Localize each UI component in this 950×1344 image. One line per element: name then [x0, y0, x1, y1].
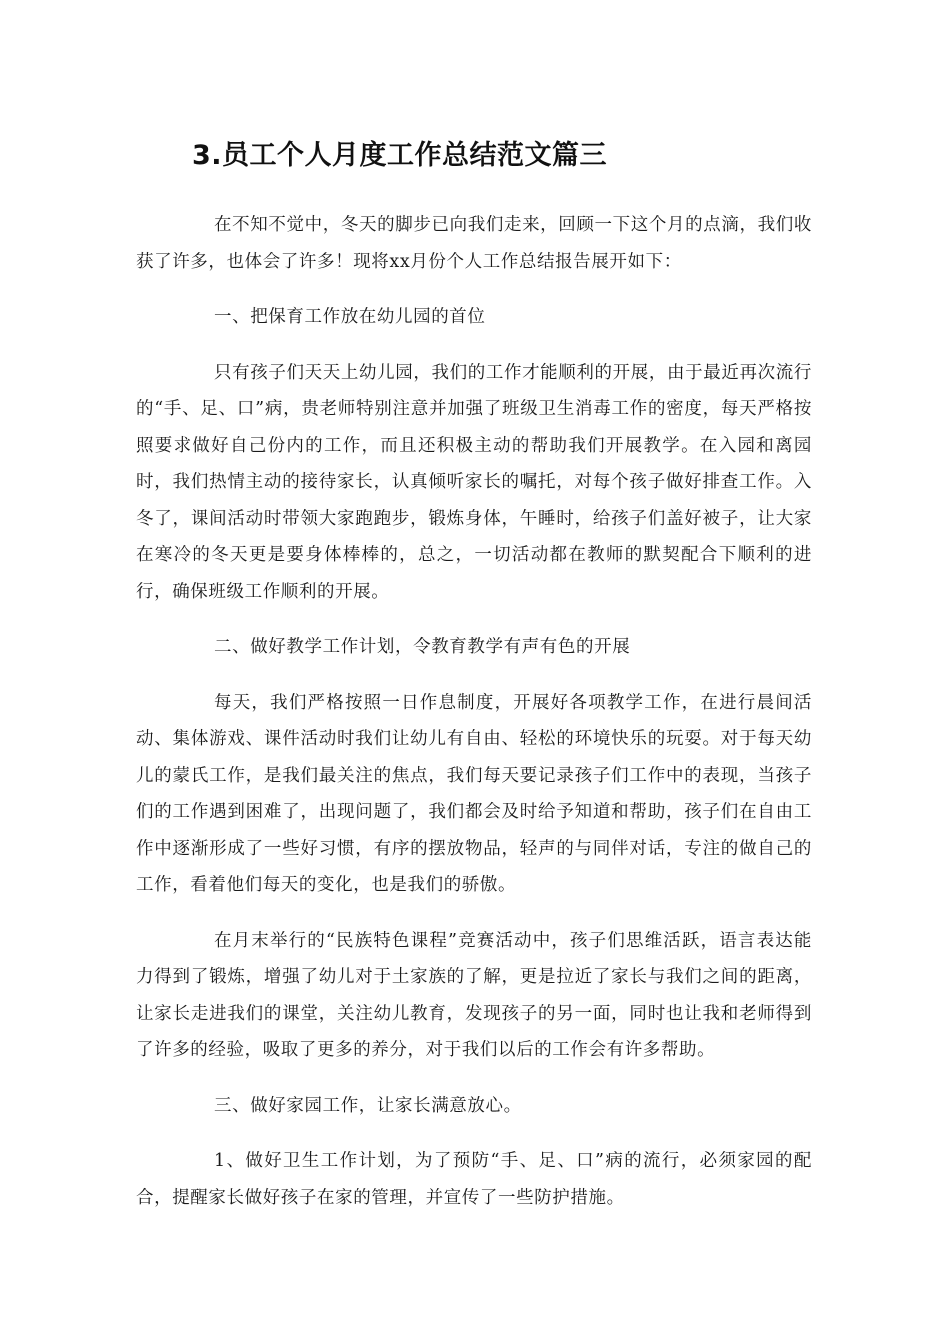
section-heading-1: 一、把保育工作放在幼儿园的首位 [214, 307, 486, 327]
document-title: 3.员工个人月度工作总结范文篇三 [192, 140, 608, 171]
section-heading-3: 三、做好家园工作，让家长满意放心。 [214, 1095, 522, 1116]
body-paragraph: 在月末举行的“民族特色课程”竞赛活动中，孩子们思维活跃，语言表达能力得到了锻炼，增强了幼儿对于土家族的了解，更是拉近了家长与我们之间的距离，让家长走进我们的课堂，关注幼儿教育，发现孩子的另一面，同时也让我和老师得到了许多的经验，吸取了更多的养分，对于我们以后的工作会有许多帮助。 [136, 930, 812, 1060]
document-body [136, 207, 812, 1235]
intro-paragraph: 在不知不觉中，冬天的脚步已向我们走来，回顾一下这个月的点滴，我们收获了许多，也体会了许多！现将xx月份个人工作总结报告展开如下： [136, 215, 812, 272]
body-paragraph: 每天，我们严格按照一日作息制度，开展好各项教学工作，在进行晨间活动、集体游戏、课件活动时我们让幼儿有自由、轻松的环境快乐的玩耍。对于每天幼儿的蒙氏工作，是我们最关注的焦点，我们每天要记录孩子们工作中的表现，当孩子们的工作遇到困难了，出现问题了，我们都会及时给予知道和帮助，孩子们在自由工作中逐渐形成了一些好习惯，有序的摆放物品，轻声的与同伴对话，专注的做自己的工作，看着他们每天的变化，也是我们的骄傲。 [136, 692, 812, 895]
body-paragraph: 1、做好卫生工作计划，为了预防“手、足、口”病的流行，必须家园的配合，提醒家长做好孩子在家的管理，并宣传了一些防护措施。 [136, 1151, 812, 1208]
body-paragraph: 只有孩子们天天上幼儿园，我们的工作才能顺利的开展，由于最近再次流行的“手、足、口”病，贵老师特别注意并加强了班级卫生消毒工作的密度，每天严格按照要求做好自己份内的工作，而且还积极主动的帮助我们开展教学。在入园和离园时，我们热情主动的接待家长，认真倾听家长的嘱托，对每个孩子做好排查工作。入冬了，课间活动时带领大家跑跑步，锻炼身体，午睡时，给孩子们盖好被子，让大家在寒冷的冬天更是要身体棒棒的，总之，一切活动都在教师的默契配合下顺利的进行，确保班级工作顺利的开展。 [136, 362, 812, 602]
section-heading-2: 二、做好教学工作计划，令教育教学有声有色的开展 [214, 637, 631, 657]
